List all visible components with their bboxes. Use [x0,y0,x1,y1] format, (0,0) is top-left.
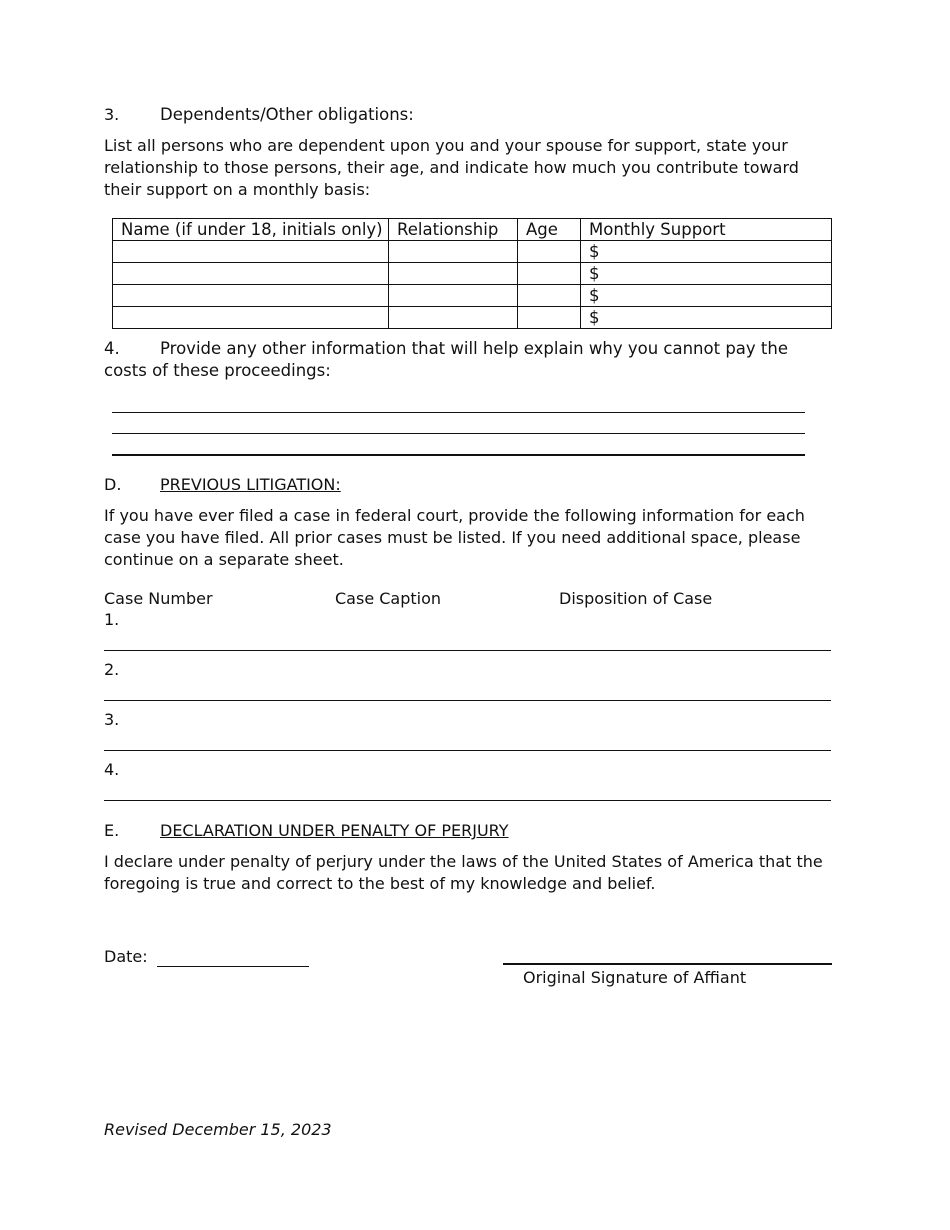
header-monthly-support: Monthly Support [581,219,832,241]
case-entry-4: 4. [104,760,120,779]
column-case-number: Case Number [104,589,213,608]
monthly-support-cell[interactable]: $ [581,307,832,329]
section-4-text-rest: costs of these proceedings: [104,361,331,380]
relationship-cell[interactable] [389,285,518,307]
signature-label: Original Signature of Affiant [523,968,747,987]
explanation-line-2[interactable] [112,433,805,434]
age-cell[interactable] [518,263,581,285]
section-3-title: Dependents/Other obligations: [160,105,414,124]
section-d-instructions: If you have ever filed a case in federal court, provide the following information for each case you have filed. All prior cases must be listed. If you need additional space, please continue on a separate sheet. [104,506,805,569]
signature-line[interactable] [503,963,832,965]
relationship-cell[interactable] [389,307,518,329]
monthly-support-cell[interactable]: $ [581,263,832,285]
name-cell[interactable] [113,263,389,285]
section-e-letter: E. [104,821,120,840]
relationship-cell[interactable] [389,241,518,263]
case-line-4[interactable] [104,800,831,801]
header-name: Name (if under 18, initials only) [113,219,389,241]
age-cell[interactable] [518,241,581,263]
table-row [113,307,832,329]
age-cell[interactable] [518,307,581,329]
case-line-2[interactable] [104,700,831,701]
table-row [113,241,832,263]
name-cell[interactable] [113,285,389,307]
case-entry-2: 2. [104,660,120,679]
header-age: Age [518,219,581,241]
revised-date: Revised December 15, 2023 [104,1120,332,1139]
case-entry-3: 3. [104,710,120,729]
case-line-3[interactable] [104,750,831,751]
section-d-title: PREVIOUS LITIGATION: [160,475,341,494]
column-case-caption: Case Caption [335,589,442,608]
section-d-letter: D. [104,475,122,494]
monthly-support-cell[interactable]: $ [581,241,832,263]
table-header-row [113,219,832,241]
case-line-1[interactable] [104,650,831,651]
section-4-number: 4. [104,339,120,358]
table-row [113,263,832,285]
case-entry-1: 1. [104,610,120,629]
date-label: Date: [104,947,148,966]
dependents-table [112,218,832,329]
date-line[interactable] [157,966,309,967]
monthly-support-cell[interactable]: $ [581,285,832,307]
section-3-instructions: List all persons who are dependent upon you and your spouse for support, state your relationship to those persons, their age, and indicate how much you contribute toward their support on a monthly basis: [104,136,799,199]
declaration-statement: I declare under penalty of perjury under the laws of the United States of America that the foregoing is true and correct to the best of my knowledge and belief. [104,852,823,893]
table-row [113,285,832,307]
explanation-line-1[interactable] [112,412,805,413]
section-4-text-lead: Provide any other information that will help explain why you cannot pay the [160,339,788,358]
age-cell[interactable] [518,285,581,307]
name-cell[interactable] [113,241,389,263]
column-disposition: Disposition of Case [559,589,713,608]
relationship-cell[interactable] [389,263,518,285]
explanation-line-3[interactable] [112,454,805,456]
name-cell[interactable] [113,307,389,329]
section-3-number: 3. [104,105,120,124]
section-e-title: DECLARATION UNDER PENALTY OF PERJURY [160,821,509,840]
header-relationship: Relationship [389,219,518,241]
